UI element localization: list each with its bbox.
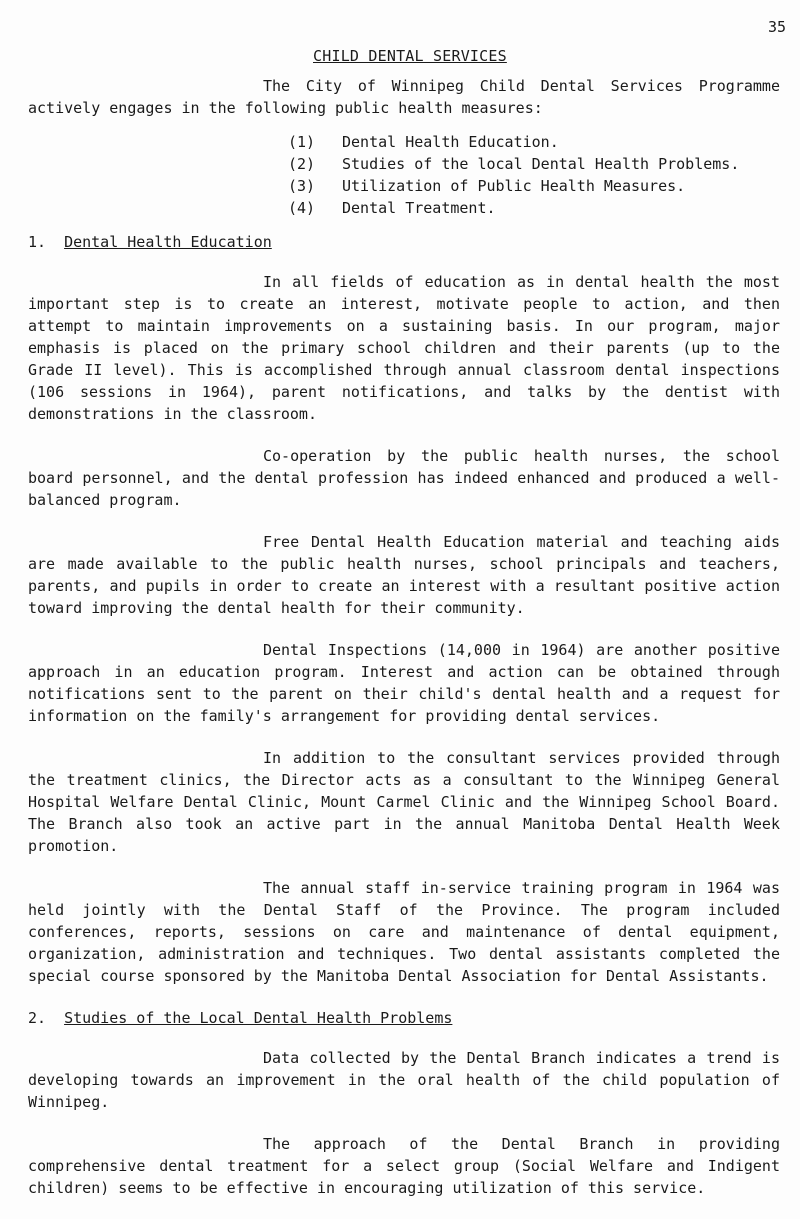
list-item <box>288 197 780 219</box>
body-paragraph: Co-operation by the public health nurses, the school board personnel, and the dental profession has indeed enhanced and produced a well-balanced program. <box>28 447 780 509</box>
list-item <box>288 131 780 153</box>
list-number: (4) <box>288 199 316 217</box>
section-dental-health-education <box>28 231 780 987</box>
list-text: Dental Treatment. <box>342 199 496 217</box>
body-paragraph: Free Dental Health Education material and teaching aids are made available to the public health nurses, school principals and teachers, parents, and pupils in order to create an interest with a resultant positive action toward improving the dental health for their community. <box>28 533 780 617</box>
document-title: CHILD DENTAL SERVICES <box>313 47 507 65</box>
page-number: 35 <box>767 18 786 36</box>
section-local-dental-health-problems <box>28 1007 780 1199</box>
list-item <box>288 153 780 175</box>
body-paragraph: In all fields of education as in dental health the most important step is to create an interest, motivate people to action, and then attempt to maintain improvements on a sustaining basis. In our program, major emphasis is placed on the primary school children and their parents (up to the Grade II level). This is accomplished through annual classroom dental inspections (106 sessions in 1964), parent notifications, and talks by the dentist with demonstrations in the classroom. <box>28 273 780 423</box>
list-number: (1) <box>288 133 316 151</box>
body-paragraph: The annual staff in-service training program in 1964 was held jointly with the Dental Staff of the Province. The program included conferences, reports, sessions on care and maintenance of dental equipment, organization, administration and techniques. Two dental assistants completed the special course sponsored by the Manitoba Dental Association for Dental Assistants. <box>28 879 780 985</box>
section-heading <box>28 231 780 253</box>
list-number: (2) <box>288 155 316 173</box>
body-paragraph: Data collected by the Dental Branch indicates a trend is developing towards an improvement in the oral health of the child population of Winnipeg. <box>28 1049 780 1111</box>
section-number: 1. <box>28 233 47 251</box>
intro-paragraph: The City of Winnipeg Child Dental Services Programme actively engages in the following public health measures: <box>28 77 780 117</box>
body-paragraph: In addition to the consultant services provided through the treatment clinics, the Director acts as a consultant to the Winnipeg General Hospital Welfare Dental Clinic, Mount Carmel Clinic and the Winnipeg School Board. The Branch also took an active part in the annual Manitoba Dental Health Week promotion. <box>28 749 780 855</box>
list-number: (3) <box>288 177 316 195</box>
list-text: Studies of the local Dental Health Problems. <box>342 155 740 173</box>
section-number: 2. <box>28 1009 47 1027</box>
body-paragraph: The approach of the Dental Branch in providing comprehensive dental treatment for a select group (Social Welfare and Indigent children) seems to be effective in encouraging utilization of this service. <box>28 1135 780 1197</box>
section-title: Studies of the Local Dental Health Problems <box>64 1009 453 1027</box>
section-heading <box>28 1007 780 1029</box>
list-text: Utilization of Public Health Measures. <box>342 177 686 195</box>
document-body <box>28 75 780 1219</box>
list-item <box>288 175 780 197</box>
measures-list <box>288 131 780 219</box>
body-paragraph: Dental Inspections (14,000 in 1964) are another positive approach in an education program. Interest and action can be obtained through notifications sent to the parent on their child's dental health and a request for information on the family's arrangement for providing dental services. <box>28 641 780 725</box>
section-title: Dental Health Education <box>64 233 272 251</box>
list-text: Dental Health Education. <box>342 133 559 151</box>
